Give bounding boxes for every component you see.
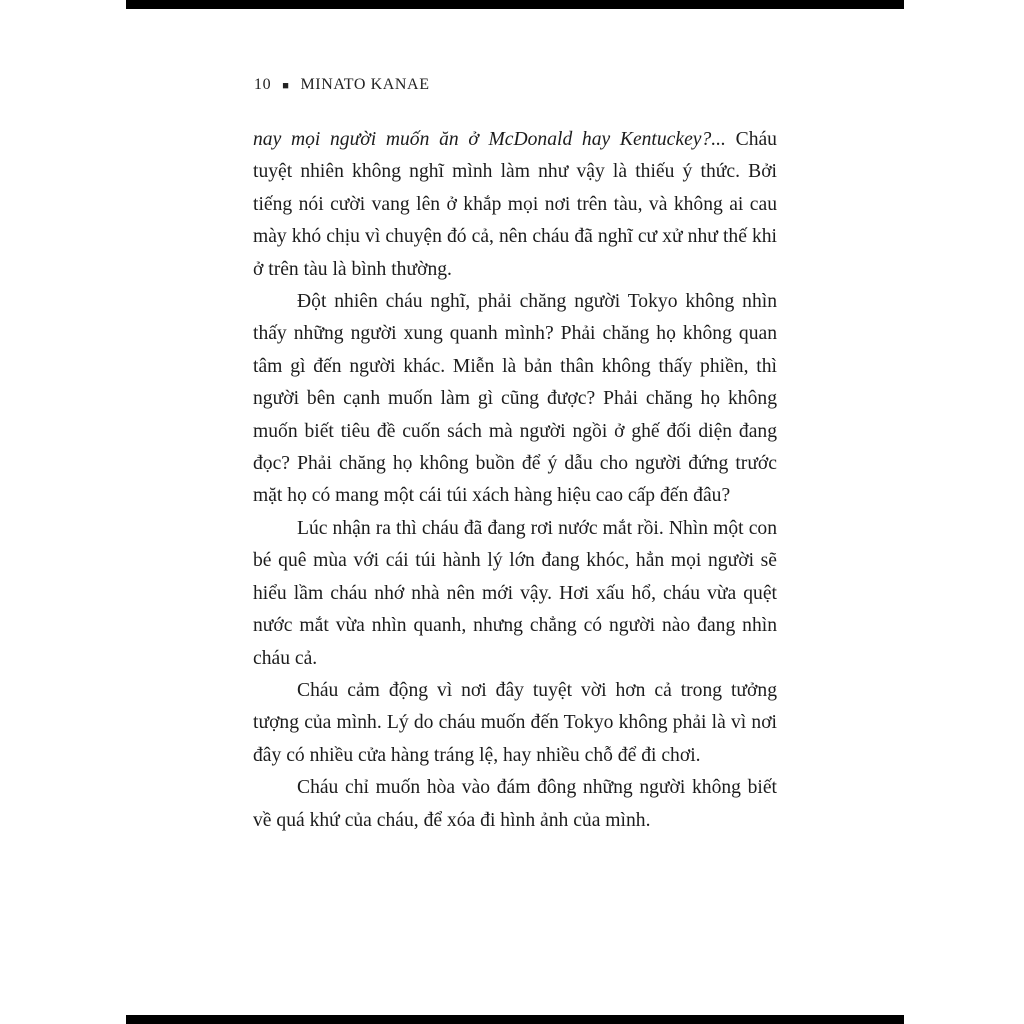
scan-edge-bottom (126, 1015, 904, 1024)
italic-lead-text: nay mọi người muốn ăn ở McDonald hay Kentuckey?... (253, 129, 726, 150)
page-number: 10 (254, 76, 272, 93)
paragraph-continuation (253, 124, 777, 286)
header-author-name: MINATO KANAE (300, 76, 430, 93)
paragraph: Cháu chỉ muốn hòa vào đám đông những người không biết về quá khứ của cháu, để xóa đi hình ảnh của mình. (253, 777, 777, 831)
paragraph: Đột nhiên cháu nghĩ, phải chăng người Tokyo không nhìn thấy những người xung quanh mình? Phải chăng họ không quan tâm gì đến người khác. Miễn là bản thân không thấy phiền, thì người bên cạnh muốn làm gì cũng được? Phải chăng họ không muốn biết tiêu đề cuốn sách mà người ngồi ở ghế đối diện đang đọc? Phải chăng họ không buồn để ý dẫu cho người đứng trước mặt họ có mang một cái túi xách hàng hiệu cao cấp đến đâu? (253, 291, 777, 507)
paragraph: Cháu cảm động vì nơi đây tuyệt vời hơn cả trong tưởng tượng của mình. Lý do cháu muốn đến Tokyo không phải là vì nơi đây có nhiều cửa hàng tráng lệ, hay nhiều chỗ để đi chơi. (253, 679, 777, 766)
running-header (254, 76, 430, 94)
header-square-separator: ■ (282, 79, 290, 92)
paragraph: Lúc nhận ra thì cháu đã đang rơi nước mắt rồi. Nhìn một con bé quê mùa với cái túi hành lý lớn đang khóc, hẳn mọi người sẽ hiểu lầm cháu nhớ nhà nên mới vậy. Hơi xấu hổ, cháu vừa quệt nước mắt vừa nhìn quanh, nhưng chẳng có người nào đang nhìn cháu cả. (253, 517, 777, 669)
paragraph-continuation-rest: Cháu tuyệt nhiên không nghĩ mình làm như vậy là thiếu ý thức. Bởi tiếng nói cười vang lên ở khắp mọi nơi trên tàu, và không ai cau mày khó chịu vì chuyện đó cả, nên cháu đã nghĩ cư xử như thế khi ở trên tàu là bình thường. (253, 129, 777, 280)
page-body-text (253, 124, 777, 837)
scan-edge-top (126, 0, 904, 9)
